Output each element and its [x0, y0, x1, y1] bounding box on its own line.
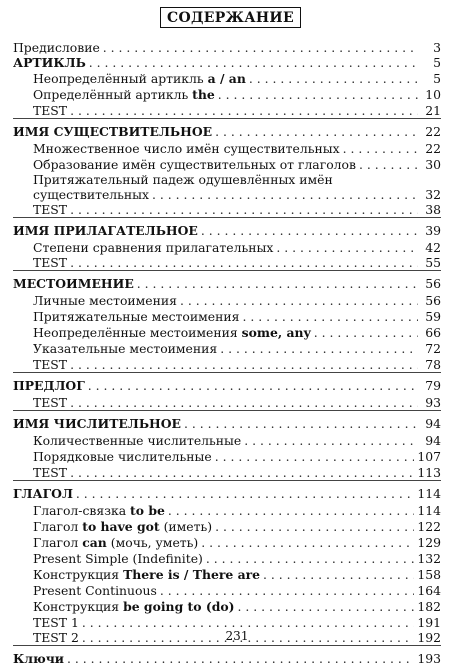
dot-leader [242, 310, 418, 324]
dot-leader [70, 256, 418, 270]
toc-section-entry[interactable] [13, 123, 441, 139]
toc-entry-label [33, 504, 165, 518]
toc-entry-label-part: Глагол [33, 535, 83, 550]
toc-entry-label-part: Конструкция [33, 599, 124, 614]
toc-entry-label-part: Притяжательные местоимения [33, 309, 240, 324]
toc-entry-label-bold-part: to be [130, 503, 165, 518]
toc-entry-label-part: TEST 2 [33, 630, 79, 645]
toc-entry-page-number: 55 [425, 255, 441, 270]
toc-entry-page-number: 5 [433, 55, 441, 70]
toc-entry[interactable] [13, 464, 441, 480]
toc-entry-label-part: (иметь) [159, 519, 213, 534]
section-divider [13, 118, 441, 119]
toc-entry-label-part: Предисловие [13, 40, 100, 55]
toc-entry-label-bold-part: can [82, 535, 107, 550]
toc-entry-page-number: 78 [425, 357, 441, 372]
dot-leader [67, 652, 414, 666]
toc-entry-label [13, 487, 73, 501]
toc-entry-page-number: 114 [417, 486, 441, 501]
dot-leader [220, 342, 418, 356]
toc-entry-page-number: 5 [433, 71, 441, 86]
toc-entry-label [33, 88, 215, 102]
toc-entry-label [33, 326, 311, 340]
toc-entry[interactable] [13, 518, 441, 534]
toc-entry[interactable] [13, 324, 441, 340]
toc-entry-label [33, 173, 333, 187]
toc-entry-label-part: Личные местоимения [33, 293, 177, 308]
toc-entry-label-part: ПРЕДЛОГ [13, 378, 85, 393]
toc-heading-text: СОДЕРЖАНИЕ [167, 9, 294, 26]
toc-entry-page-number: 107 [417, 449, 441, 464]
toc-entry-label-part: TEST [33, 255, 68, 270]
dot-leader [244, 434, 418, 448]
dot-leader [180, 294, 418, 308]
toc-entry-label-bold-part: a / an [207, 71, 246, 86]
dot-leader [88, 379, 418, 393]
dot-leader [137, 277, 418, 291]
dot-leader [314, 326, 418, 340]
toc-entry[interactable] [13, 70, 441, 86]
toc-entry-label [33, 584, 157, 598]
toc-entry-label [33, 434, 241, 448]
toc-entry-page-number: 193 [417, 651, 441, 666]
toc-entry-label-bold-part: the [192, 87, 215, 102]
dot-leader [201, 224, 418, 238]
toc-entry-label [33, 158, 356, 172]
dot-leader [89, 56, 418, 70]
toc-entry-label-part: ИМЯ ЧИСЛИТЕЛЬНОЕ [13, 416, 181, 431]
toc-entry[interactable] [13, 308, 441, 324]
toc-entry-label [33, 450, 212, 464]
toc-entry-label [33, 188, 149, 202]
toc-section-entry[interactable] [13, 485, 441, 501]
toc-entry-page-number: 56 [425, 276, 441, 291]
toc-entry[interactable] [13, 186, 441, 202]
section-divider [13, 410, 441, 411]
toc-entry-label-part: ГЛАГОЛ [13, 486, 73, 501]
dot-leader [215, 520, 414, 534]
toc-entry-page-number: 42 [425, 240, 441, 255]
toc-entry-label-part: Глагол-связка [33, 503, 131, 518]
toc-entry-label-bold-part: There is / There are [123, 567, 261, 582]
toc-entry-label [33, 72, 246, 86]
toc-entry-label [33, 520, 212, 534]
toc-entry-label-part: (мочь, уметь) [106, 535, 199, 550]
toc-entry[interactable] [13, 140, 441, 156]
toc-entry-label [13, 41, 100, 55]
toc-entry[interactable] [13, 550, 441, 566]
dot-leader [249, 72, 418, 86]
section-divider [13, 645, 441, 646]
toc-entry-label-part: TEST [33, 357, 68, 372]
dot-leader [184, 417, 418, 431]
toc-entry-page-number: 22 [425, 141, 441, 156]
toc-entry-page-number: 164 [417, 583, 441, 598]
toc-entry-page-number: 22 [425, 124, 441, 139]
toc-entry[interactable] [13, 432, 441, 448]
toc-entry-label [13, 379, 85, 393]
toc-entry-label [33, 616, 79, 630]
toc-entry-page-number: 192 [417, 630, 441, 645]
toc-entry-label-part: ИМЯ СУЩЕСТВИТЕЛЬНОЕ [13, 124, 213, 139]
toc-entry-label-part: АРТИКЛЬ [13, 55, 86, 70]
dot-leader [70, 358, 418, 372]
toc-entry[interactable] [13, 534, 441, 550]
toc-entry-label-part: TEST 1 [33, 615, 79, 630]
dot-leader [76, 487, 414, 501]
toc-entry[interactable] [13, 340, 441, 356]
toc-entry-label-part: Неопределённые местоимения [33, 325, 242, 340]
toc-entry[interactable] [13, 86, 441, 102]
dot-leader [276, 241, 418, 255]
toc-entry[interactable] [13, 502, 441, 518]
toc-entry-label [33, 552, 203, 566]
dot-leader [152, 188, 418, 202]
dot-leader [82, 616, 414, 630]
toc-entry-label-part: МЕСТОИМЕНИЕ [13, 276, 134, 291]
toc-entry-label-part: Образование имён существительных от глаголов [33, 157, 356, 172]
dot-leader [263, 568, 414, 582]
toc-entry-label-part: Определённый артикль [33, 87, 193, 102]
toc-entry-page-number: 132 [417, 551, 441, 566]
toc-entry-label [33, 142, 340, 156]
toc-entry-label [13, 125, 212, 139]
toc-entry-label-bold-part: to have got [82, 519, 160, 534]
dot-leader [70, 104, 418, 118]
toc-entry-label-part: существительных [33, 187, 150, 202]
toc-entry-label [33, 203, 67, 217]
toc-section-entry[interactable] [13, 222, 441, 238]
toc-entry[interactable] [13, 39, 441, 55]
toc-entry-page-number: 66 [425, 325, 441, 340]
toc-entry[interactable] [13, 394, 441, 410]
dot-leader [218, 88, 418, 102]
toc-entry[interactable] [13, 356, 441, 372]
toc-section-entry[interactable] [13, 377, 441, 393]
toc-entry-page-number: 94 [425, 416, 441, 431]
toc-entry-label-part: Притяжательный падеж одушевлённых имён [33, 172, 333, 187]
toc-entry-page-number: 32 [425, 187, 441, 202]
dot-leader [343, 142, 418, 156]
toc-entry[interactable] [13, 566, 441, 582]
toc-entry-page-number: 10 [425, 87, 441, 102]
toc-section-entry[interactable] [13, 275, 441, 291]
section-divider [13, 372, 441, 373]
toc-entry-label-part: Present Continuous [33, 583, 157, 598]
toc-entry-label-part: Порядковые числительные [33, 449, 212, 464]
toc-entry[interactable] [13, 614, 441, 630]
dot-leader [70, 396, 418, 410]
toc-entry-label [33, 256, 67, 270]
section-divider [13, 270, 441, 271]
toc-entry-page-number: 3 [433, 40, 441, 55]
toc-entry-label-bold-part: some, any [241, 325, 311, 340]
toc-entry[interactable] [13, 448, 441, 464]
toc-entry-label [33, 536, 198, 550]
section-divider [13, 217, 441, 218]
toc-entry-label [33, 342, 217, 356]
toc-section-entry[interactable] [13, 415, 441, 431]
dot-leader [359, 158, 418, 172]
toc-heading [160, 7, 301, 28]
toc-entry-label-part: TEST [33, 395, 68, 410]
toc-entry-page-number: 93 [425, 395, 441, 410]
dot-leader [168, 504, 414, 518]
dot-leader [215, 450, 415, 464]
toc-entry-page-number: 72 [425, 341, 441, 356]
toc-entry-label-part: Количественные числительные [33, 433, 242, 448]
page-number: 231 [225, 629, 249, 643]
toc-entry-page-number: 30 [425, 157, 441, 172]
toc-entry-label [33, 104, 67, 118]
toc-entry-label [13, 56, 86, 70]
toc-entry-page-number: 191 [417, 615, 441, 630]
toc-entry-label-part: Конструкция [33, 567, 124, 582]
toc-entry-label-bold-part: be going to (do) [123, 599, 235, 614]
toc-entry-label-part: TEST [33, 465, 68, 480]
toc-entry[interactable] [13, 239, 441, 255]
toc-entry-label-part: Неопределённый артикль [33, 71, 208, 86]
toc-entry[interactable] [13, 156, 441, 172]
toc-section-entry[interactable] [13, 54, 441, 70]
dot-leader [160, 584, 415, 598]
toc-entry-page-number: 79 [425, 378, 441, 393]
toc-entry-page-number: 56 [425, 293, 441, 308]
toc-entry-page-number: 113 [417, 465, 441, 480]
toc-entry-label-part: Множественное число имён существительных [33, 141, 340, 156]
toc-entry-label [33, 310, 239, 324]
dot-leader [70, 466, 414, 480]
toc-entry-label-part: Указательные местоимения [33, 341, 218, 356]
toc-entry-page-number: 59 [425, 309, 441, 324]
toc-entry-page-number: 158 [417, 567, 441, 582]
toc-entry-page-number: 114 [417, 503, 441, 518]
toc-entry[interactable] [13, 598, 441, 614]
toc-entry-label [33, 294, 177, 308]
toc-entry-label [13, 417, 181, 431]
toc-entry-label [33, 396, 67, 410]
toc-entry[interactable] [13, 582, 441, 598]
toc-entry[interactable] [13, 171, 441, 187]
dot-leader [206, 552, 414, 566]
toc-entry-label-part: Степени сравнения прилагательных [33, 240, 274, 255]
toc-entry-page-number: 182 [417, 599, 441, 614]
toc-entry-label [33, 466, 67, 480]
toc-entry[interactable] [13, 292, 441, 308]
toc-entry-page-number: 94 [425, 433, 441, 448]
toc-section-entry[interactable] [13, 650, 441, 666]
toc-entry-label [33, 358, 67, 372]
toc-entry[interactable] [13, 102, 441, 118]
toc-entry-label [33, 600, 235, 614]
toc-entry-label [13, 224, 198, 238]
toc-entry-label-part: TEST [33, 202, 68, 217]
dot-leader [201, 536, 414, 550]
toc-entry-page-number: 38 [425, 202, 441, 217]
dot-leader [238, 600, 415, 614]
section-divider [13, 480, 441, 481]
toc-entry-page-number: 39 [425, 223, 441, 238]
toc-entry-label-part: ИМЯ ПРИЛАГАТЕЛЬНОЕ [13, 223, 198, 238]
toc-entry-label [33, 241, 273, 255]
dot-leader [215, 125, 418, 139]
toc-entry-label [13, 652, 64, 666]
toc-entry-label-part: Ключи [13, 651, 64, 666]
toc-entry-label-part: Present Simple (Indefinite) [33, 551, 203, 566]
toc-entry[interactable] [13, 254, 441, 270]
toc-entry-label [33, 568, 260, 582]
toc-entry-page-number: 21 [425, 103, 441, 118]
toc-entry[interactable] [13, 201, 441, 217]
dot-leader [70, 203, 418, 217]
dot-leader [103, 41, 418, 55]
toc-entry-page-number: 122 [417, 519, 441, 534]
toc-entry-page-number: 129 [417, 535, 441, 550]
toc-entry-label [13, 277, 134, 291]
toc-entry-label-part: TEST [33, 103, 68, 118]
toc-entry-label-part: Глагол [33, 519, 83, 534]
